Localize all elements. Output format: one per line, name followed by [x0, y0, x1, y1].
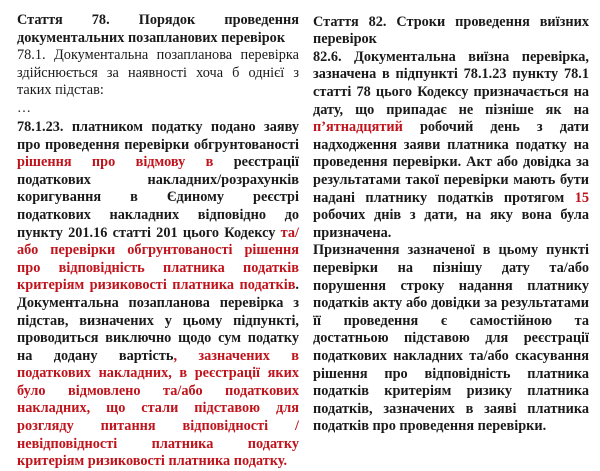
- clause-text-segment: робочих днів з дати, на яку вона була призначена.: [313, 207, 589, 241]
- clause-78-1-23: [17, 119, 299, 471]
- highlighted-text-segment: п’ятнадцятий: [313, 119, 403, 136]
- highlighted-text-segment: 15: [574, 189, 589, 206]
- clause-text-segment: 82.6. Документальна виїзна перевірка, зазначена в підпункті 78.1.23 пункту 78.1 статті 78 цього Кодексу призначається на дату, що припадає не пізніше як на: [313, 48, 589, 118]
- ellipsis: …: [17, 100, 31, 116]
- clause-82-6: [313, 49, 589, 243]
- clause-text-segment: платником податку подано заяву про проведення перевірки обгрунтованості: [17, 118, 299, 153]
- clause-82-6-paragraph-2: Призначення зазначеної в цьому пункті перевірки на пізнішу дату та/або порушення строку надання платнику податків акту або довідки за результатами її проведення є самостійною та достатньою підставою для реєстрації податкових накладних та/або скасування рішення про відповідність платника податків критеріям ризику платника податків, зазначених в заяві платника податків про проведення перевірки.: [313, 242, 589, 435]
- article-78-1-intro: 78.1. Документальна позапланова перевірка здійснюється за наявності хоча б однієї з таких підстав:: [17, 47, 299, 99]
- highlighted-text-segment: та/або перевірки обгрунтованості рішення про відповідність платника податків критеріям ризиковості платника податків: [17, 224, 299, 294]
- clause-text-segment: . Документальна позапланова перевірка з підстав, визначених у цьому підпункті, проводиться виключно щодо сум податку на додану вартість: [17, 277, 299, 364]
- article-82-column: [313, 14, 589, 436]
- article-78-heading: Стаття 78. Порядок проведення документальних позапланових перевірок: [17, 12, 299, 46]
- highlighted-text-segment: рішення про відмову в: [17, 154, 214, 171]
- clause-text-segment: реєстрації податкових накладних/розрахунків коригування в Єдиному реєстрі податкових накладних відповідно до пункту 201.16 статті 201 цього Кодексу: [17, 154, 300, 241]
- article-78-column: [17, 12, 299, 471]
- clause-number: 78.1.23.: [17, 118, 64, 135]
- clause-text-segment: робочий день з дати надходження заяви платника податку на проведення перевірки. Акт або довідка за результатами такої перевірки мають бути надані платнику податків протягом: [313, 119, 589, 206]
- highlighted-text-segment: , зазначених в податкових накладних, в реєстрації яких було відмовлено та/або податкових накладних, що стали підставою для розгляду питання відповідності / невідповідності платника податку критеріям ризиковості платника податку.: [17, 347, 299, 470]
- article-82-heading: Стаття 82. Строки проведення виїзних перевірок: [313, 14, 589, 48]
